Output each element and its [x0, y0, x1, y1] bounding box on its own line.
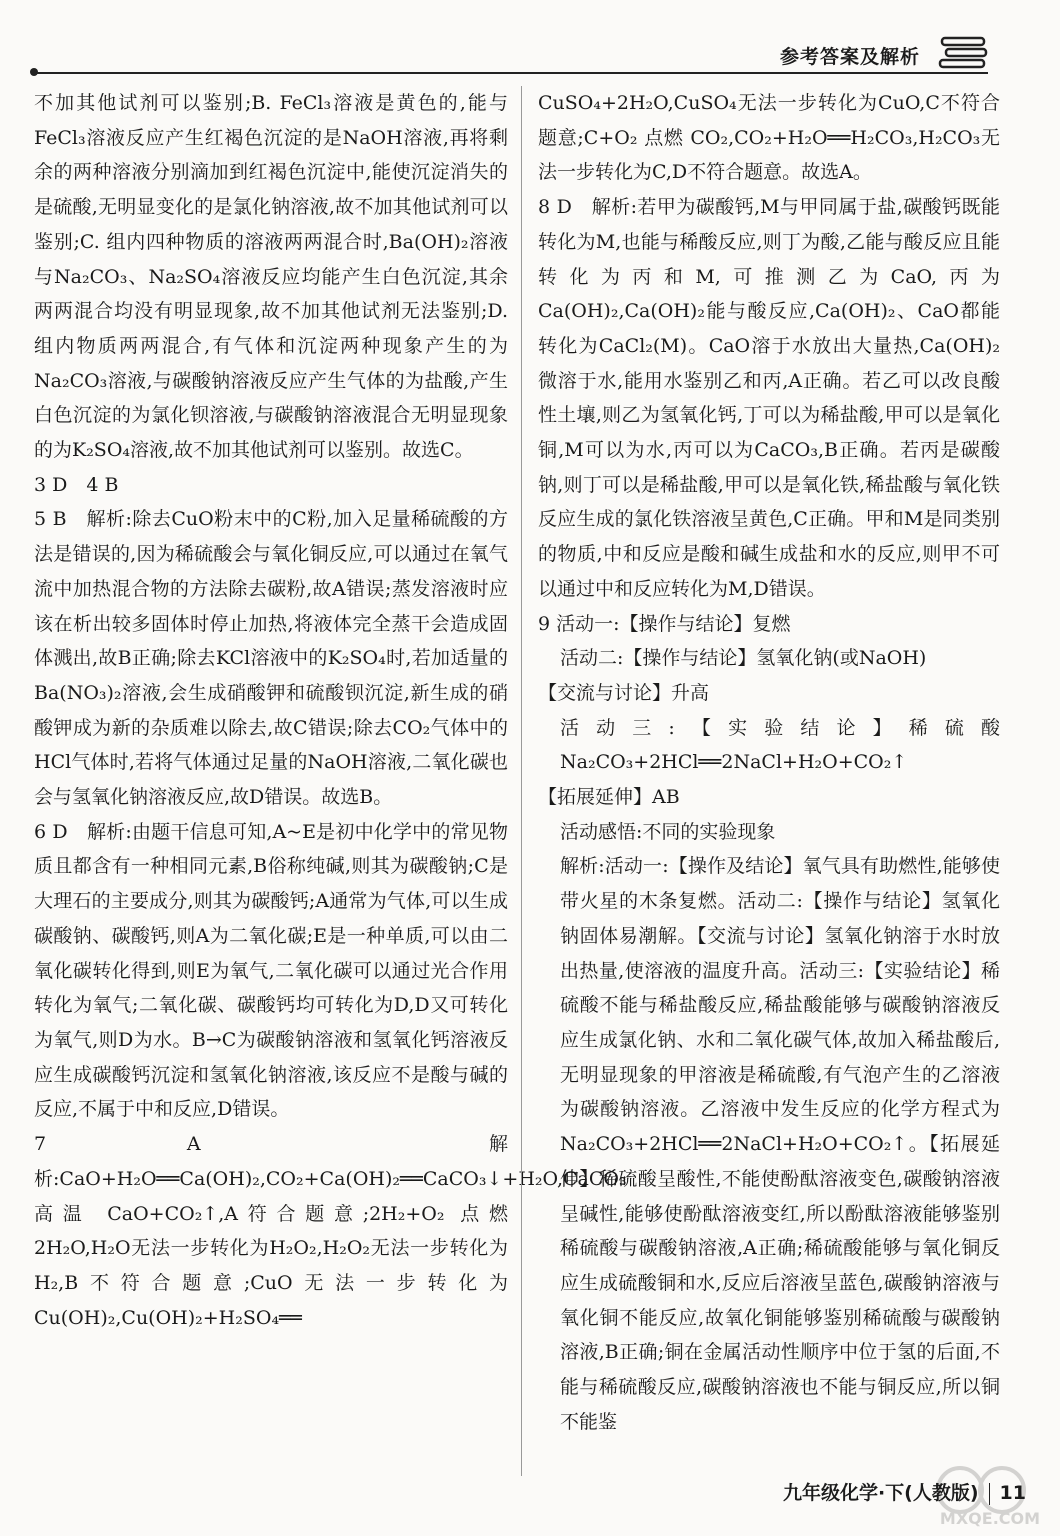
- answer-9-explanation: 解析:活动一:【操作及结论】氧气具有助燃性,能够使带火星的木条复燃。活动二:【操作与结论】氢氧化钠固体易潮解。【交流与讨论】氢氧化钠溶于水时放出热量,使溶液的温度升高。活动三:【实验结论】稀硫酸不能与稀盐酸反应,稀盐酸能够与碳酸钠溶液反应生成氯化钠、水和二氧化碳气体,故加入稀盐酸后,无明显现象的甲溶液是稀硫酸,有气泡产生的乙溶液为碳酸钠溶液。乙溶液中发生反应的化学方程式为Na₂CO₃+2HCl══2NaCl+H₂O+CO₂↑。【拓展延伸】稀硫酸呈酸性,不能使酚酞溶液变色,碳酸钠溶液呈碱性,能够使酚酞溶液变红,所以酚酞溶液能够鉴别稀硫酸与碳酸钠溶液,A正确;稀硫酸能够与氧化铜反应生成硫酸铜和水,反应后溶液呈蓝色,碳酸钠溶液与氧化铜不能反应,故氧化铜能够鉴别稀硫酸与碳酸钠溶液,B正确;铜在金属活动性顺序中位于氢的后面,不能与稀硫酸反应,碳酸钠溶液也不能与铜反应,所以铜不能鉴: [560, 855, 1000, 1433]
- answer-2-continued: 不加其他试剂可以鉴别;B. FeCl₃溶液是黄色的,能与FeCl₃溶液反应产生红褐色沉淀的是NaOH溶液,再将剩余的两种溶液分别滴加到红褐色沉淀中,能使沉淀消失的是硫酸,无明显变化的是氯化钠溶液,故不加其他试剂可以鉴别;C. 组内四种物质的溶液两两混合时,Ba(OH)₂溶液与Na₂CO₃、Na₂SO₄溶液反应均能产生白色沉淀,其余两两混合均没有明显现象,故不加其他试剂无法鉴别;D. 组内物质两两混合,有气体和沉淀两种现象产生的为Na₂CO₃溶液,与碳酸钠溶液反应产生气体的为盐酸,产生白色沉淀的为氯化钡溶液,与碳酸钠溶液混合无明显现象的为K₂SO₄溶液,故不加其他试剂可以鉴别。故选C。: [34, 92, 508, 462]
- header-title: 参考答案及解析: [779, 46, 920, 68]
- answer-9-activity-3: 活动三:【实验结论】稀硫酸 Na₂CO₃+2HCl══2NaCl+H₂O+CO₂↑: [560, 716, 1020, 774]
- answer-9-activity-1: 9 活动一:【操作与结论】复燃: [538, 612, 791, 635]
- watermark-logo: [930, 1460, 1050, 1530]
- page-number: 11: [999, 1482, 1026, 1504]
- answer-7: 7 A 解析:CaO+H₂O══Ca(OH)₂,CO₂+Ca(OH)₂══CaCO₃↓+H₂O,CaCO₃ 高温 CaO+CO₂↑,A符合题意;2H₂+O₂ 点燃 2H₂O,H₂O无法一步转化为H₂O₂,H₂O₂无法一步转化为H₂,B不符合题意;CuO无法一步转化为Cu(OH)₂,Cu(OH)₂+H₂SO₄══: [34, 1133, 627, 1329]
- book-stack-icon: [938, 32, 990, 76]
- watermark-text: MXQE.COM: [939, 1509, 1041, 1528]
- answer-9-reflection: 活动感悟:不同的实验现象: [560, 820, 776, 843]
- answer-8: 8 D 解析:若甲为碳酸钙,M与甲同属于盐,碳酸钙既能转化为M,也能与稀酸反应,则丁为酸,乙能与酸反应且能转化为丙和M,可推测乙为CaO,丙为Ca(OH)₂,Ca(OH)₂能与酸反应,Ca(OH)₂、CaO都能转化为CaCl₂(M)。CaO溶于水放出大量热,Ca(OH)₂微溶于水,能用水鉴别乙和丙,A正确。若乙可以改良酸性土壤,则乙为氢氧化钙,丁可以为稀盐酸,甲可以是氧化铜,M可以为水,丙可以为CaCO₃,B正确。若丙是碳酸钠,则丁可以是稀盐酸,甲可以是氧化铁,稀盐酸与氧化铁反应生成的氯化铁溶液呈黄色,C正确。甲和M是同类别的物质,中和反应是酸和碱生成盐和水的反应,则甲不可以通过中和反应转化为M,D错误。: [538, 196, 1000, 600]
- answer-7-continued: CuSO₄+2H₂O,CuSO₄无法一步转化为CuO,C不符合题意;C+O₂ 点燃 CO₂,CO₂+H₂O══H₂CO₃,H₂CO₃无法一步转化为C,D不符合题意。故选A。: [538, 92, 1000, 184]
- header-rule: [34, 72, 988, 74]
- answer-5: 5 B 解析:除去CuO粉末中的C粉,加入足量稀硫酸的方法是错误的,因为稀硫酸会与氧化铜反应,可以通过在氧气流中加热混合物的方法除去碳粉,故A错误;蒸发溶液时应该在析出较多固体时停止加热,将液体完全蒸干会造成固体溅出,故B正确;除去KCl溶液中的K₂SO₄时,若加适量的Ba(NO₃)₂溶液,会生成硝酸钾和硫酸钡沉淀,新生成的硝酸钾成为新的杂质难以除去,故C错误;除去CO₂气体中的HCl气体时,若将气体通过足量的NaOH溶液,二氧化碳也会与氢氧化钠溶液反应,故D错误。故选B。: [34, 508, 508, 809]
- footer-course: 九年级化学·下(人教版): [782, 1482, 979, 1504]
- column-divider: [521, 86, 522, 1476]
- right-column: [538, 86, 1020, 1439]
- answer-9-activity-2: 活动二:【操作与结论】氢氧化钠(或NaOH): [560, 647, 927, 670]
- answer-6: 6 D 解析:由题干信息可知,A~E是初中化学中的常见物质且都含有一种相同元素,B俗称纯碱,则其为碳酸钠;C是大理石的主要成分,则其为碳酸钙;A通常为气体,可以生成碳酸钠、碳酸钙,则A为二氧化碳;E是一种单质,可以由二氧化碳转化得到,则E为氧气,二氧化碳可以通过光合作用转化为氧气;二氧化碳、碳酸钙均可转化为D,D又可转化为氧气,则D为水。B→C为碳酸钠溶液和氢氧化钙溶液反应生成碳酸钙沉淀和氢氧化钠溶液,该反应不是酸与碱的反应,不属于中和反应,D错误。: [34, 820, 508, 1121]
- answer-3-4: 3 D 4 B: [34, 473, 119, 496]
- answer-9-discussion: 【交流与讨论】升高: [538, 681, 710, 704]
- page-header: [0, 28, 1060, 78]
- answer-9-extension: 【拓展延伸】AB: [538, 786, 680, 809]
